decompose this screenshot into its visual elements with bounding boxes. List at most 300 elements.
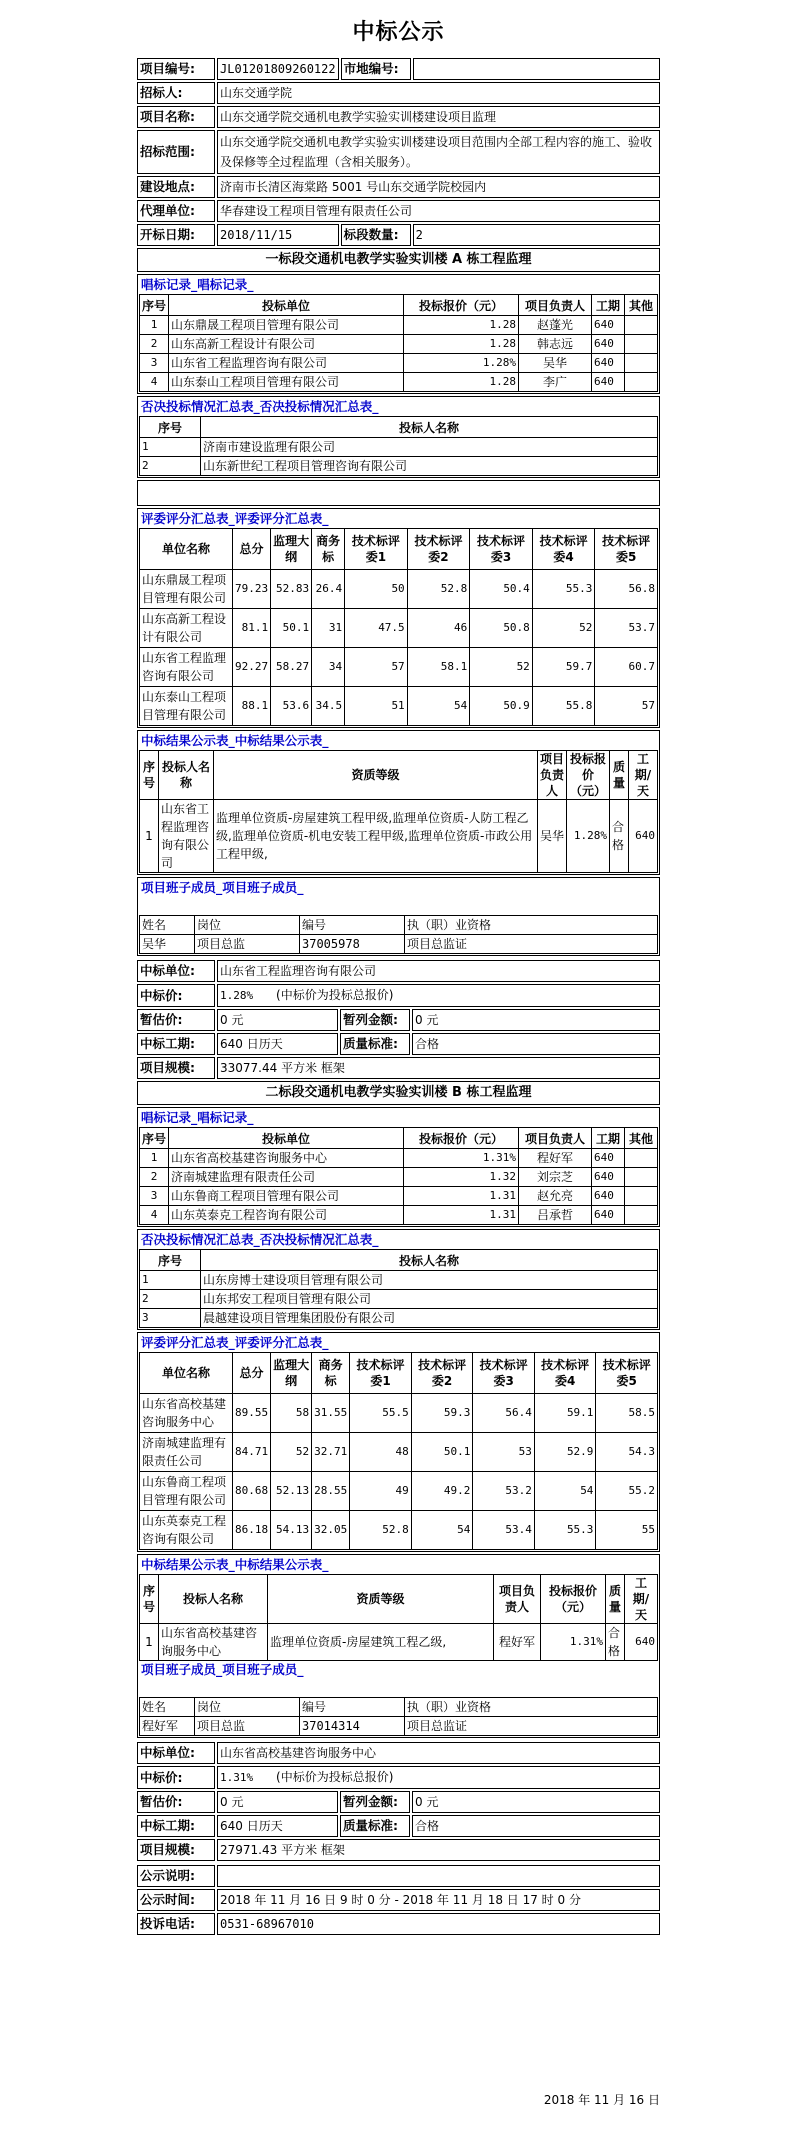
score-col-header: 技术标评委4 xyxy=(534,1353,596,1394)
result-col-header: 投标人名称 xyxy=(159,1575,268,1624)
table-row xyxy=(140,1433,658,1472)
rejected-no: 3 xyxy=(140,1309,201,1328)
bid-unit: 山东省工程监理咨询有限公司 xyxy=(169,354,404,373)
result-col-header: 项目负责人 xyxy=(494,1575,541,1624)
score-unit: 山东鲁商工程项目管理有限公司 xyxy=(140,1472,233,1511)
notice-desc-label: 公示说明: xyxy=(137,1865,215,1887)
result-price: 1.31% xyxy=(541,1624,606,1661)
result-no: 1 xyxy=(140,800,159,873)
score-col-header: 总分 xyxy=(233,529,271,570)
rejected-name: 山东房博士建设项目管理有限公司 xyxy=(201,1271,658,1290)
bid-col-header: 工期 xyxy=(592,295,625,316)
rejected-no: 1 xyxy=(140,1271,201,1290)
bid-period: 640 xyxy=(592,335,625,354)
bid-manager: 刘宗芝 xyxy=(519,1168,592,1187)
score-t2: 58.1 xyxy=(407,648,470,687)
team-name: 程好军 xyxy=(140,1717,195,1736)
score-t1: 52.8 xyxy=(350,1511,412,1550)
bid-period: 640 xyxy=(592,1149,625,1168)
bid-price: 1.28% xyxy=(404,354,519,373)
table-row xyxy=(140,1624,658,1661)
bid-col-header: 工期 xyxy=(592,1128,625,1149)
complaint-phone-value: 0531-68967010 xyxy=(217,1913,660,1935)
table-row xyxy=(140,1271,658,1290)
score-col-header: 商务标 xyxy=(312,1353,350,1394)
bid-no: 3 xyxy=(140,354,169,373)
bid-manager: 吴华 xyxy=(519,354,592,373)
score-t1: 57 xyxy=(345,648,408,687)
score-t5: 55.2 xyxy=(596,1472,658,1511)
project-info-table xyxy=(135,56,662,248)
score-t4: 54 xyxy=(534,1472,596,1511)
result-table xyxy=(139,750,658,873)
table-row xyxy=(140,1472,658,1511)
agent-label: 代理单位: xyxy=(137,200,215,222)
score-total: 88.1 xyxy=(233,687,271,726)
bid-unit: 山东英泰克工程咨询有限公司 xyxy=(169,1206,404,1225)
table-row xyxy=(140,457,658,476)
score-total: 92.27 xyxy=(233,648,271,687)
scores-table xyxy=(139,528,658,726)
price-amount: 1.28% xyxy=(220,989,254,1002)
provisional-label: 暂列金额: xyxy=(340,1791,410,1813)
score-t4: 52.9 xyxy=(534,1433,596,1472)
rejected-name: 济南市建设监理有限公司 xyxy=(201,438,658,457)
bid-period: 640 xyxy=(592,1206,625,1225)
team-col-header: 姓名 xyxy=(140,1698,195,1717)
score-t1: 48 xyxy=(350,1433,412,1472)
scores-block xyxy=(137,1332,660,1552)
team-cert: 项目总监证 xyxy=(405,935,658,954)
rejected-heading: 否决投标情况汇总表_否决投标情况汇总表_ xyxy=(141,399,379,414)
result-col-header: 工期/天 xyxy=(629,751,658,800)
project-number-value: JL01201809260122 xyxy=(217,58,339,80)
score-col-header: 技术标评委5 xyxy=(596,1353,658,1394)
notice-info-table xyxy=(135,1863,662,1937)
result-table xyxy=(139,1574,658,1661)
bid-no: 1 xyxy=(140,316,169,335)
bid-other xyxy=(625,335,658,354)
notice-time-value: 2018 年 11 月 16 日 9 时 0 分 - 2018 年 11 月 18 日 17 时 0 分 xyxy=(217,1889,660,1911)
rejected-col-header: 序号 xyxy=(140,1250,201,1271)
score-t4: 55.3 xyxy=(534,1511,596,1550)
score-t5: 53.7 xyxy=(595,609,658,648)
result-price: 1.28% xyxy=(567,800,610,873)
city-code-value xyxy=(413,58,660,80)
table-row xyxy=(140,609,658,648)
table-row xyxy=(140,570,658,609)
result-quality: 合格 xyxy=(610,800,629,873)
tenderer-value: 山东交通学院 xyxy=(217,82,660,104)
bid-other xyxy=(625,1168,658,1187)
provisional-value: 0 元 xyxy=(412,1791,660,1813)
result-name: 山东省工程监理咨询有限公司 xyxy=(159,800,214,873)
estimate-value: 0 元 xyxy=(217,1009,338,1031)
table-row xyxy=(140,1290,658,1309)
score-t4: 52 xyxy=(532,609,595,648)
score-t5: 55 xyxy=(596,1511,658,1550)
scope-label: 招标范围: xyxy=(137,130,215,174)
result-col-header: 序号 xyxy=(140,1575,159,1624)
team-code: 37014314 xyxy=(300,1717,405,1736)
table-row xyxy=(140,1187,658,1206)
bid-record-block xyxy=(137,274,660,394)
location-value: 济南市长清区海棠路 5001 号山东交通学院校园内 xyxy=(217,176,660,198)
bid-col-header: 其他 xyxy=(625,295,658,316)
scores-heading: 评委评分汇总表_评委评分汇总表_ xyxy=(141,1335,329,1350)
result-col-header: 投标报价（元） xyxy=(567,751,610,800)
bid-col-header: 投标单位 xyxy=(169,1128,404,1149)
score-total: 80.68 xyxy=(233,1472,271,1511)
score-outline: 58 xyxy=(271,1394,312,1433)
quality-label: 质量标准: xyxy=(340,1815,410,1837)
team-post: 项目总监 xyxy=(195,935,300,954)
bid-col-header: 序号 xyxy=(140,1128,169,1149)
quality-value: 合格 xyxy=(412,1033,660,1055)
table-row xyxy=(140,354,658,373)
page-title: 中标公示 xyxy=(352,19,445,45)
bid-record-block xyxy=(137,1107,660,1227)
scores-block xyxy=(137,508,660,728)
score-t2: 54 xyxy=(407,687,470,726)
score-t2: 49.2 xyxy=(411,1472,473,1511)
result-heading: 中标结果公示表_中标结果公示表_ xyxy=(141,1557,329,1572)
score-col-header: 商务标 xyxy=(312,529,345,570)
score-col-header: 监理大纲 xyxy=(271,1353,312,1394)
result-col-header: 工期/天 xyxy=(625,1575,658,1624)
result-col-header: 资质等级 xyxy=(214,751,538,800)
table-row xyxy=(140,1168,658,1187)
team-heading: 项目班子成员_项目班子成员_ xyxy=(141,1662,304,1677)
award-summary-table xyxy=(135,958,662,1081)
team-col-header: 执（职）业资格 xyxy=(405,916,658,935)
bid-price: 1.32 xyxy=(404,1168,519,1187)
score-col-header: 技术标评委1 xyxy=(345,529,408,570)
table-row xyxy=(140,373,658,392)
bid-no: 2 xyxy=(140,335,169,354)
bid-col-header: 项目负责人 xyxy=(519,1128,592,1149)
score-t4: 55.8 xyxy=(532,687,595,726)
tenderer-label: 招标人: xyxy=(137,82,215,104)
score-t1: 55.5 xyxy=(350,1394,412,1433)
result-period: 640 xyxy=(625,1624,658,1661)
result-col-header: 质量 xyxy=(606,1575,625,1624)
bid-other xyxy=(625,1149,658,1168)
team-post: 项目总监 xyxy=(195,1717,300,1736)
bid-manager: 程好军 xyxy=(519,1149,592,1168)
bid-col-header: 项目负责人 xyxy=(519,295,592,316)
score-total: 79.23 xyxy=(233,570,271,609)
score-t2: 50.1 xyxy=(411,1433,473,1472)
team-table xyxy=(139,1697,658,1736)
team-col-header: 岗位 xyxy=(195,1698,300,1717)
city-code-label: 市地编号: xyxy=(341,58,411,80)
score-unit: 山东鼎晟工程项目管理有限公司 xyxy=(140,570,233,609)
quality-value: 合格 xyxy=(412,1815,660,1837)
rejected-col-header: 序号 xyxy=(140,417,201,438)
price-amount: 1.31% xyxy=(220,1771,254,1784)
score-t1: 47.5 xyxy=(345,609,408,648)
bid-manager: 赵蓬光 xyxy=(519,316,592,335)
score-outline: 52 xyxy=(271,1433,312,1472)
result-col-header: 序号 xyxy=(140,751,159,800)
score-col-header: 总分 xyxy=(233,1353,271,1394)
bid-other xyxy=(625,316,658,335)
result-period: 640 xyxy=(629,800,658,873)
bid-record-table xyxy=(139,294,658,392)
score-total: 81.1 xyxy=(233,609,271,648)
bid-manager: 韩志远 xyxy=(519,335,592,354)
table-row xyxy=(140,316,658,335)
score-outline: 54.13 xyxy=(271,1511,312,1550)
bid-period: 640 xyxy=(592,1187,625,1206)
price-note: (中标价为投标总报价) xyxy=(276,1770,394,1784)
score-t3: 50.8 xyxy=(470,609,533,648)
score-col-header: 单位名称 xyxy=(140,1353,233,1394)
bid-unit: 山东鼎晟工程项目管理有限公司 xyxy=(169,316,404,335)
bid-manager: 吕承哲 xyxy=(519,1206,592,1225)
bid-no: 3 xyxy=(140,1187,169,1206)
team-cert: 项目总监证 xyxy=(405,1717,658,1736)
team-block xyxy=(137,877,660,956)
bid-price: 1.31% xyxy=(404,1149,519,1168)
score-total: 89.55 xyxy=(233,1394,271,1433)
price-value xyxy=(217,1766,660,1789)
bid-unit: 山东鲁商工程项目管理有限公司 xyxy=(169,1187,404,1206)
result-block xyxy=(137,730,660,875)
score-col-header: 技术标评委3 xyxy=(470,529,533,570)
bid-manager: 赵允亮 xyxy=(519,1187,592,1206)
winner-label: 中标单位: xyxy=(137,1742,215,1764)
table-row xyxy=(140,935,658,954)
rejected-table xyxy=(139,416,658,476)
bid-price: 1.28 xyxy=(404,316,519,335)
rejected-block xyxy=(137,1229,660,1330)
score-t2: 59.3 xyxy=(411,1394,473,1433)
score-outline: 52.13 xyxy=(271,1472,312,1511)
rejected-no: 1 xyxy=(140,438,201,457)
rejected-name: 山东新世纪工程项目管理咨询有限公司 xyxy=(201,457,658,476)
winner-label: 中标单位: xyxy=(137,960,215,982)
score-t2: 54 xyxy=(411,1511,473,1550)
score-t2: 52.8 xyxy=(407,570,470,609)
team-name: 吴华 xyxy=(140,935,195,954)
bid-other xyxy=(625,354,658,373)
score-business: 31 xyxy=(312,609,345,648)
result-quality: 合格 xyxy=(606,1624,625,1661)
result-heading: 中标结果公示表_中标结果公示表_ xyxy=(141,733,329,748)
price-note: (中标价为投标总报价) xyxy=(276,988,394,1002)
bid-unit: 济南城建监理有限责任公司 xyxy=(169,1168,404,1187)
score-col-header: 技术标评委4 xyxy=(532,529,595,570)
score-t5: 54.3 xyxy=(596,1433,658,1472)
scale-label: 项目规模: xyxy=(137,1057,215,1079)
rejected-no: 2 xyxy=(140,457,201,476)
score-unit: 济南城建监理有限责任公司 xyxy=(140,1433,233,1472)
section-title: 二标段交通机电教学实验实训楼 B 栋工程监理 xyxy=(137,1081,660,1105)
score-col-header: 监理大纲 xyxy=(271,529,312,570)
score-outline: 52.83 xyxy=(271,570,312,609)
score-total: 84.71 xyxy=(233,1433,271,1472)
table-row xyxy=(140,335,658,354)
team-col-header: 岗位 xyxy=(195,916,300,935)
score-business: 32.05 xyxy=(312,1511,350,1550)
duration-label: 中标工期: xyxy=(137,1033,215,1055)
result-col-header: 项目负责人 xyxy=(538,751,567,800)
table-row xyxy=(140,1394,658,1433)
bid-price: 1.28 xyxy=(404,373,519,392)
rejected-table xyxy=(139,1249,658,1328)
score-outline: 53.6 xyxy=(271,687,312,726)
score-business: 32.71 xyxy=(312,1433,350,1472)
announcement-page xyxy=(137,0,660,1937)
score-t3: 50.4 xyxy=(470,570,533,609)
award-summary-table xyxy=(135,1740,662,1863)
score-t3: 50.9 xyxy=(470,687,533,726)
bid-col-header: 投标单位 xyxy=(169,295,404,316)
bid-price: 1.31 xyxy=(404,1206,519,1225)
score-business: 28.55 xyxy=(312,1472,350,1511)
bid-col-header: 投标报价（元） xyxy=(404,295,519,316)
rejected-no: 2 xyxy=(140,1290,201,1309)
table-row xyxy=(140,648,658,687)
result-col-header: 质量 xyxy=(610,751,629,800)
bid-price: 1.31 xyxy=(404,1187,519,1206)
team-col-header: 编号 xyxy=(300,916,405,935)
footer-date: 2018 年 11 月 16 日 xyxy=(543,2093,660,2107)
open-date-value: 2018/11/15 xyxy=(217,224,339,246)
bid-unit: 山东高新工程设计有限公司 xyxy=(169,335,404,354)
complaint-phone-label: 投诉电话: xyxy=(137,1913,215,1935)
score-col-header: 技术标评委2 xyxy=(411,1353,473,1394)
score-business: 34.5 xyxy=(312,687,345,726)
price-label: 中标价: xyxy=(137,984,215,1007)
score-t1: 50 xyxy=(345,570,408,609)
bid-unit: 山东省高校基建咨询服务中心 xyxy=(169,1149,404,1168)
blank-row xyxy=(137,480,660,506)
bid-col-header: 投标报价（元） xyxy=(404,1128,519,1149)
result-qualification: 监理单位资质-房屋建筑工程甲级,监理单位资质-人防工程乙级,监理单位资质-机电安装工程甲级,监理单位资质-市政公用工程甲级, xyxy=(214,800,538,873)
score-t5: 60.7 xyxy=(595,648,658,687)
rejected-name: 山东邦安工程项目管理有限公司 xyxy=(201,1290,658,1309)
bid-other xyxy=(625,1206,658,1225)
duration-value: 640 日历天 xyxy=(217,1815,338,1837)
rejected-name: 晨越建设项目管理集团股份有限公司 xyxy=(201,1309,658,1328)
bid-no: 4 xyxy=(140,373,169,392)
section-count-value: 2 xyxy=(413,224,660,246)
notice-desc-value xyxy=(217,1865,660,1887)
open-date-label: 开标日期: xyxy=(137,224,215,246)
score-t3: 56.4 xyxy=(473,1394,535,1433)
notice-time-label: 公示时间: xyxy=(137,1889,215,1911)
bid-period: 640 xyxy=(592,1168,625,1187)
estimate-value: 0 元 xyxy=(217,1791,338,1813)
score-t4: 59.1 xyxy=(534,1394,596,1433)
bid-no: 1 xyxy=(140,1149,169,1168)
score-col-header: 技术标评委1 xyxy=(350,1353,412,1394)
score-t4: 55.3 xyxy=(532,570,595,609)
rejected-heading: 否决投标情况汇总表_否决投标情况汇总表_ xyxy=(141,1232,379,1247)
result-col-header: 投标人名称 xyxy=(159,751,214,800)
bid-other xyxy=(625,1187,658,1206)
score-outline: 50.1 xyxy=(271,609,312,648)
score-unit: 山东省工程监理咨询有限公司 xyxy=(140,648,233,687)
table-row xyxy=(140,1511,658,1550)
score-unit: 山东高新工程设计有限公司 xyxy=(140,609,233,648)
scope-value: 山东交通学院交通机电教学实验实训楼建设项目范围内全部工程内容的施工、验收及保修等全过程监理（含相关服务）。 xyxy=(217,130,660,174)
score-business: 31.55 xyxy=(312,1394,350,1433)
bid-other xyxy=(625,373,658,392)
scores-table xyxy=(139,1352,658,1550)
bid-period: 640 xyxy=(592,354,625,373)
score-t2: 46 xyxy=(407,609,470,648)
score-business: 34 xyxy=(312,648,345,687)
bid-price: 1.28 xyxy=(404,335,519,354)
result-col-header: 资质等级 xyxy=(268,1575,494,1624)
result-manager: 程好军 xyxy=(494,1624,541,1661)
rejected-col-header: 投标人名称 xyxy=(201,417,658,438)
table-row xyxy=(140,687,658,726)
bid-no: 4 xyxy=(140,1206,169,1225)
score-t1: 51 xyxy=(345,687,408,726)
bid-period: 640 xyxy=(592,316,625,335)
table-row xyxy=(140,1206,658,1225)
score-col-header: 单位名称 xyxy=(140,529,233,570)
team-code: 37005978 xyxy=(300,935,405,954)
score-business: 26.4 xyxy=(312,570,345,609)
score-t3: 52 xyxy=(470,648,533,687)
score-col-header: 技术标评委5 xyxy=(595,529,658,570)
price-value xyxy=(217,984,660,1007)
rejected-col-header: 投标人名称 xyxy=(201,1250,658,1271)
bid-col-header: 其他 xyxy=(625,1128,658,1149)
scale-value: 33077.44 平方米 框架 xyxy=(217,1057,660,1079)
score-t3: 53 xyxy=(473,1433,535,1472)
result-name: 山东省高校基建咨询服务中心 xyxy=(159,1624,268,1661)
section-count-label: 标段数量: xyxy=(341,224,411,246)
bid-record-heading: 唱标记录_唱标记录_ xyxy=(141,1110,254,1125)
table-row xyxy=(140,1309,658,1328)
score-col-header: 技术标评委2 xyxy=(407,529,470,570)
bid-record-heading: 唱标记录_唱标记录_ xyxy=(141,277,254,292)
score-unit: 山东英泰克工程咨询有限公司 xyxy=(140,1511,233,1550)
bid-unit: 山东泰山工程项目管理有限公司 xyxy=(169,373,404,392)
bid-period: 640 xyxy=(592,373,625,392)
team-heading: 项目班子成员_项目班子成员_ xyxy=(141,880,304,895)
table-row xyxy=(140,438,658,457)
result-qualification: 监理单位资质-房屋建筑工程乙级, xyxy=(268,1624,494,1661)
duration-value: 640 日历天 xyxy=(217,1033,338,1055)
scores-heading: 评委评分汇总表_评委评分汇总表_ xyxy=(141,511,329,526)
score-unit: 山东省高校基建咨询服务中心 xyxy=(140,1394,233,1433)
project-number-label: 项目编号: xyxy=(137,58,215,80)
provisional-value: 0 元 xyxy=(412,1009,660,1031)
score-t4: 59.7 xyxy=(532,648,595,687)
winner-value: 山东省高校基建咨询服务中心 xyxy=(217,1742,660,1764)
team-table xyxy=(139,915,658,954)
score-unit: 山东泰山工程项目管理有限公司 xyxy=(140,687,233,726)
estimate-label: 暂估价: xyxy=(137,1009,215,1031)
score-t3: 53.2 xyxy=(473,1472,535,1511)
provisional-label: 暂列金额: xyxy=(340,1009,410,1031)
team-col-header: 执（职）业资格 xyxy=(405,1698,658,1717)
scale-label: 项目规模: xyxy=(137,1839,215,1861)
result-block xyxy=(137,1554,660,1738)
project-name-value: 山东交通学院交通机电教学实验实训楼建设项目监理 xyxy=(217,106,660,128)
winner-value: 山东省工程监理咨询有限公司 xyxy=(217,960,660,982)
location-label: 建设地点: xyxy=(137,176,215,198)
bid-sections xyxy=(137,248,660,1863)
